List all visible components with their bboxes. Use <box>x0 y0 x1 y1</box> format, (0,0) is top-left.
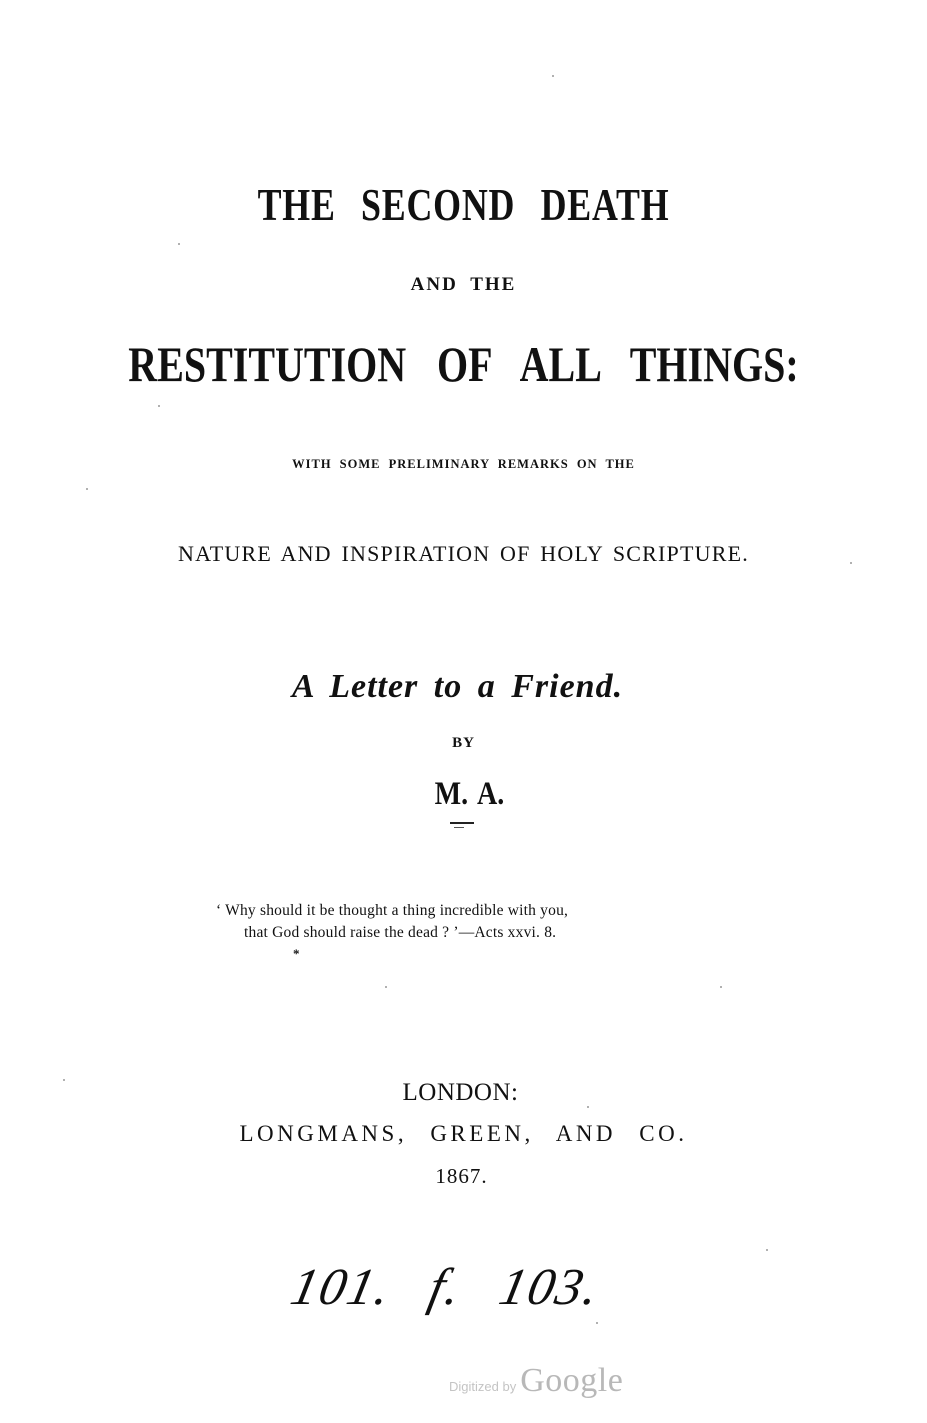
title-line-2: RESTITUTION OF ALL THINGS: <box>128 336 799 392</box>
author-underline-mark <box>454 827 464 828</box>
watermark-prefix: Digitized by <box>449 1379 517 1394</box>
subtitle-line-1: WITH SOME PRELIMINARY REMARKS ON THE <box>292 457 635 471</box>
imprint-year: 1867. <box>435 1164 488 1188</box>
paper-speck <box>158 405 160 407</box>
paper-speck <box>720 986 722 988</box>
paper-speck <box>766 1249 768 1251</box>
paper-speck <box>178 243 180 245</box>
paper-speck <box>596 1322 598 1324</box>
epigraph-line-1: ‘ Why should it be thought a thing incredible with you, <box>216 902 569 919</box>
title-line-1: THE SECOND DEATH <box>257 179 670 230</box>
subtitle-line-2: NATURE AND INSPIRATION OF HOLY SCRIPTURE. <box>178 541 749 566</box>
author-name: M. A. <box>434 776 505 812</box>
paper-speck <box>385 986 387 988</box>
paper-speck <box>63 1079 65 1081</box>
paper-speck <box>552 75 554 77</box>
paper-speck <box>587 1106 589 1108</box>
epigraph-mark: * <box>293 946 300 961</box>
paper-speck <box>850 562 852 564</box>
letter-line: A Letter to a Friend. <box>291 668 624 705</box>
imprint-publisher: LONGMANS, GREEN, AND CO. <box>239 1121 688 1146</box>
digitized-watermark <box>449 1362 623 1400</box>
author-underline <box>450 822 474 824</box>
epigraph-line-2: that God should raise the dead ? ’—Acts xxvi. 8. <box>244 924 557 941</box>
by-line: BY <box>452 735 475 751</box>
google-logo: Google <box>520 1362 624 1399</box>
title-connector: AND THE <box>410 274 517 295</box>
handwritten-shelfmark: 101. f. 103. <box>285 1259 606 1316</box>
imprint-city: LONDON: <box>402 1079 519 1106</box>
paper-speck <box>86 488 88 490</box>
